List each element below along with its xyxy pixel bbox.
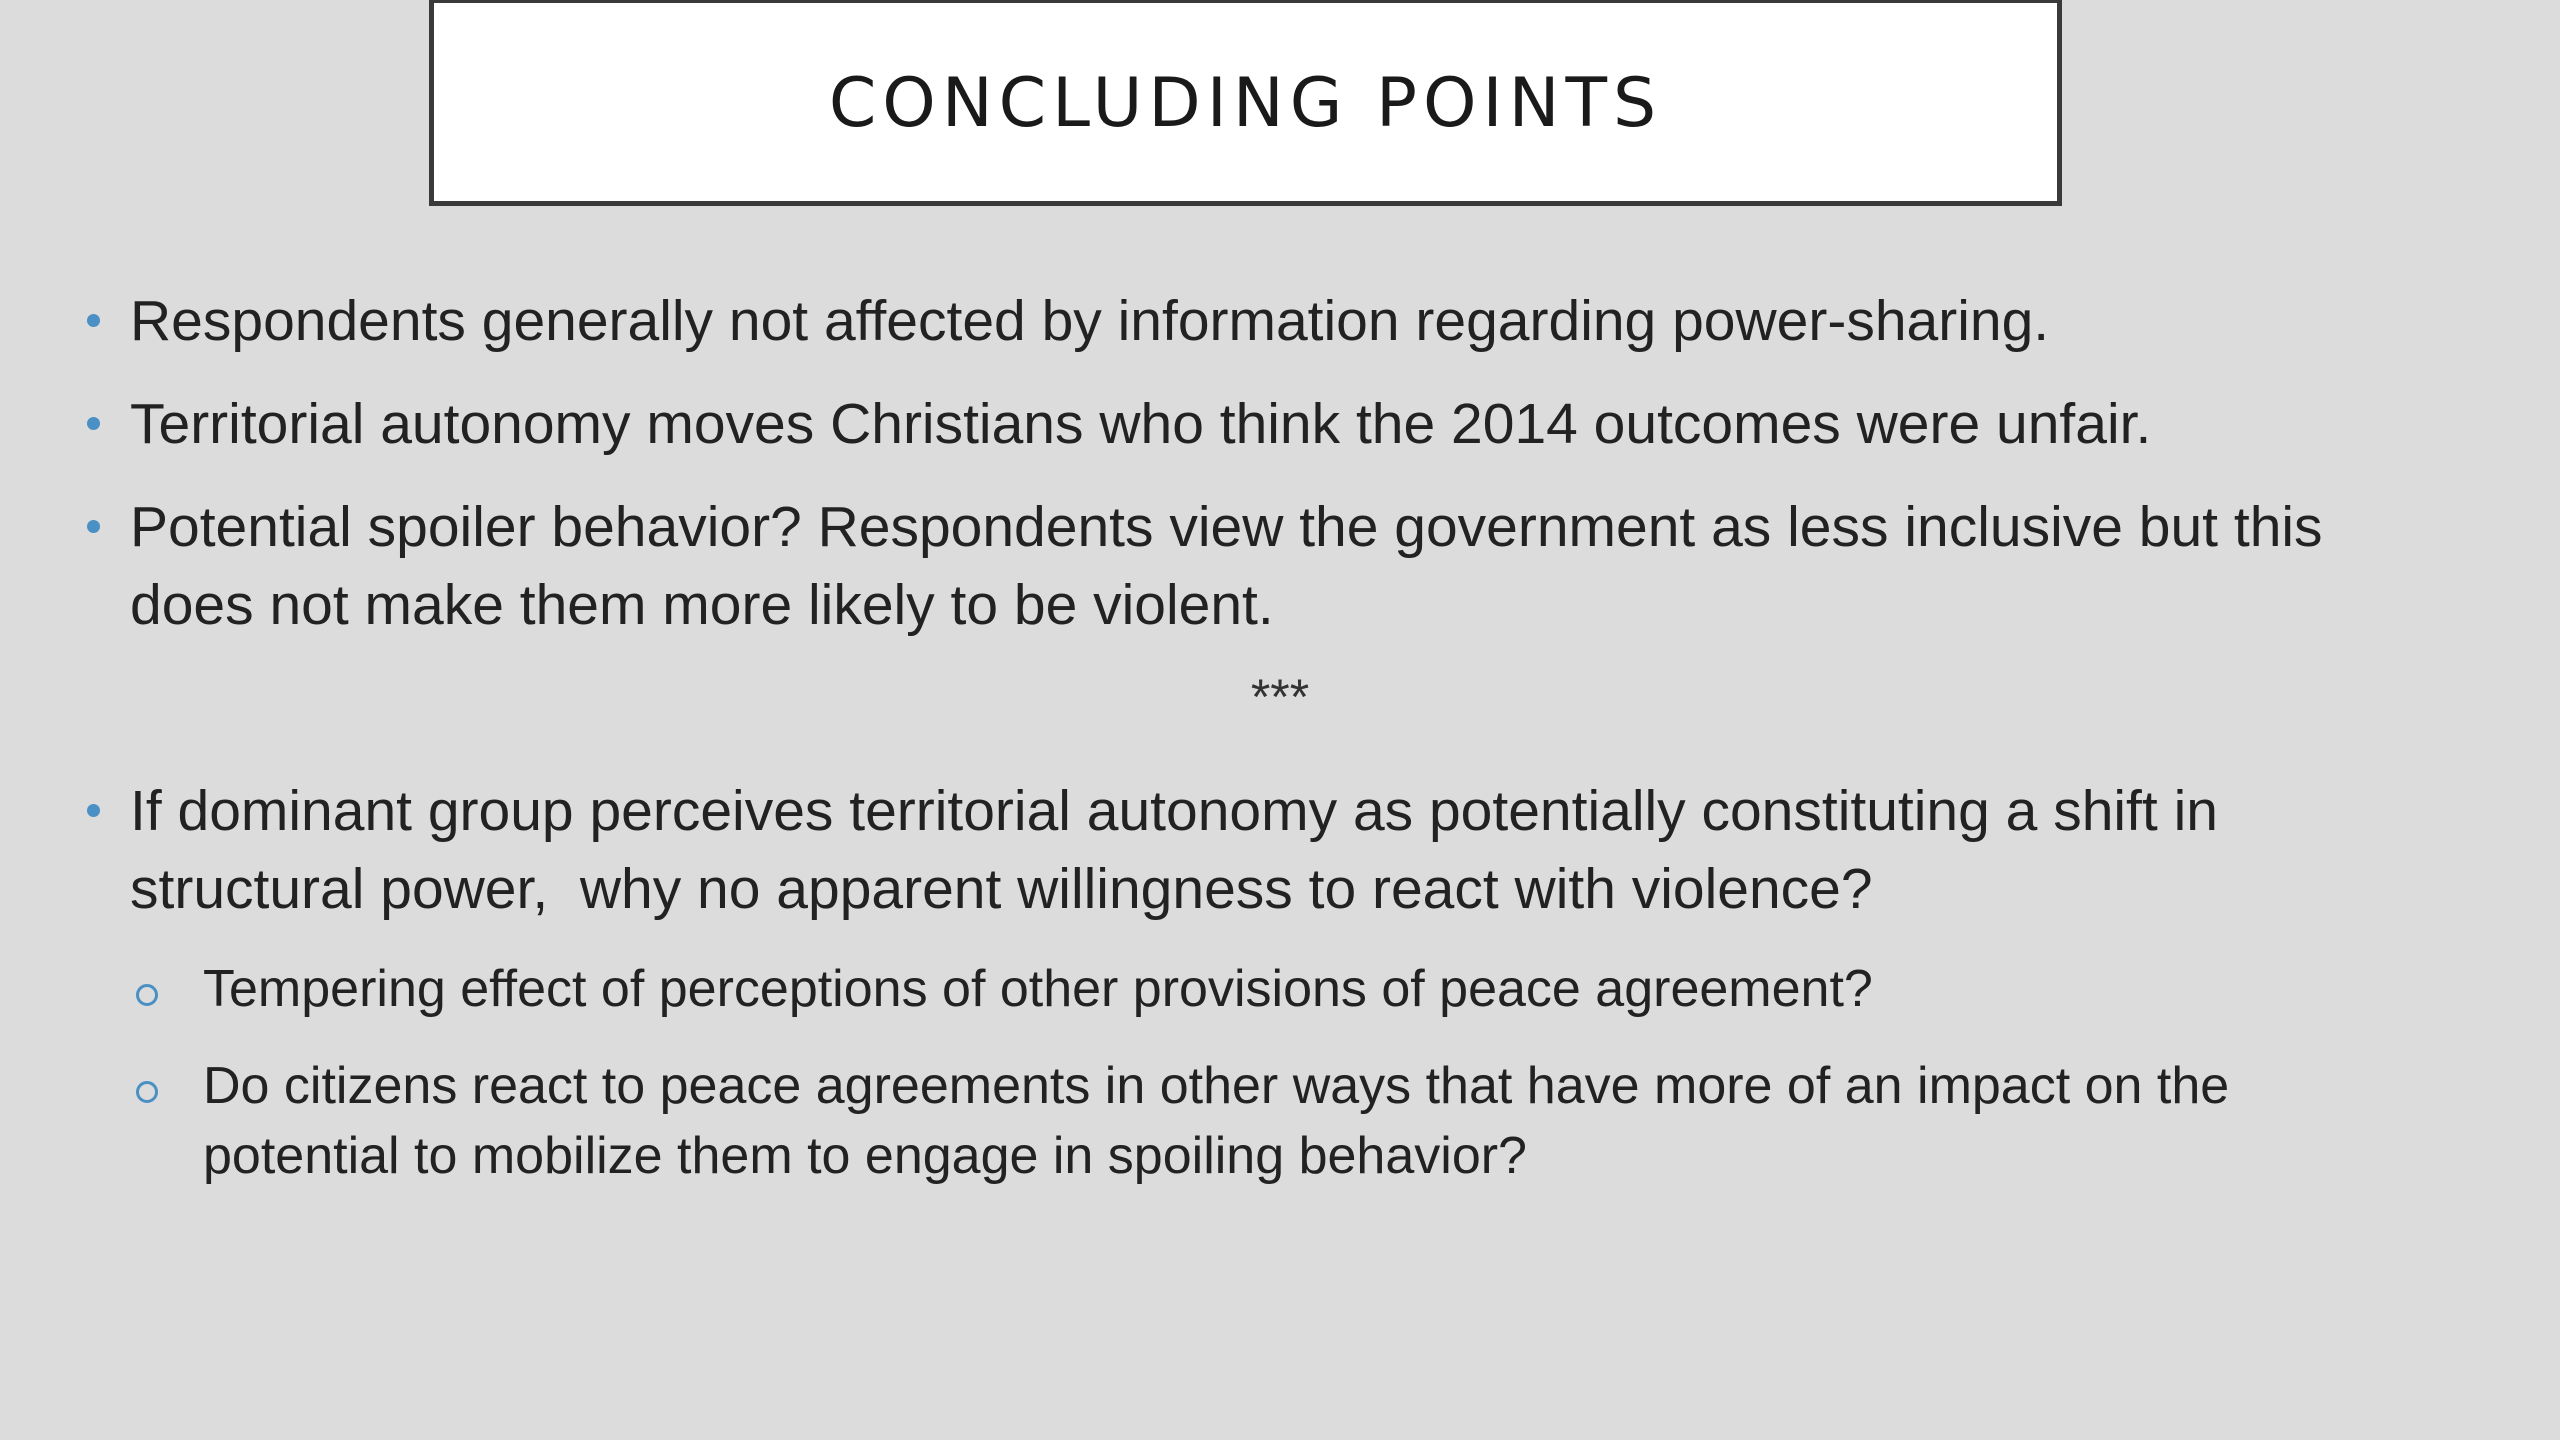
sub-bullet-circle: [136, 984, 158, 1006]
bullet-text-1: Respondents generally not affected by information regarding power-sharing.: [130, 289, 2050, 353]
sub-bullet-text-1: Tempering effect of perceptions of other provisions of peace agreement?: [203, 960, 1873, 1018]
title-box: [429, 0, 2062, 206]
bullet-dot: [87, 417, 100, 430]
sub-bullet-circle: [136, 1081, 158, 1103]
bullet-dot: [87, 314, 100, 327]
bullet-text-3: Potential spoiler behavior? Respondents view the government as less inclusive but this does not make them more likely to be violent.: [130, 495, 2323, 637]
bullet-dot: [87, 520, 100, 533]
bullet-text-4: If dominant group perceives territorial autonomy as potentially constituting a shift in structural power, why no apparent willingness to react with violence?: [130, 779, 2218, 921]
slide-title: CONCLUDING POINTS: [828, 63, 1663, 143]
separator: ***: [1250, 669, 1310, 725]
bullet-text-2: Territorial autonomy moves Christians who think the 2014 outcomes were unfair.: [130, 392, 2152, 456]
bullet-dot: [87, 804, 100, 817]
sub-bullet-text-2: Do citizens react to peace agreements in other ways that have more of an impact on the potential to mobilize them to engage in spoiling behavior?: [203, 1057, 2230, 1185]
